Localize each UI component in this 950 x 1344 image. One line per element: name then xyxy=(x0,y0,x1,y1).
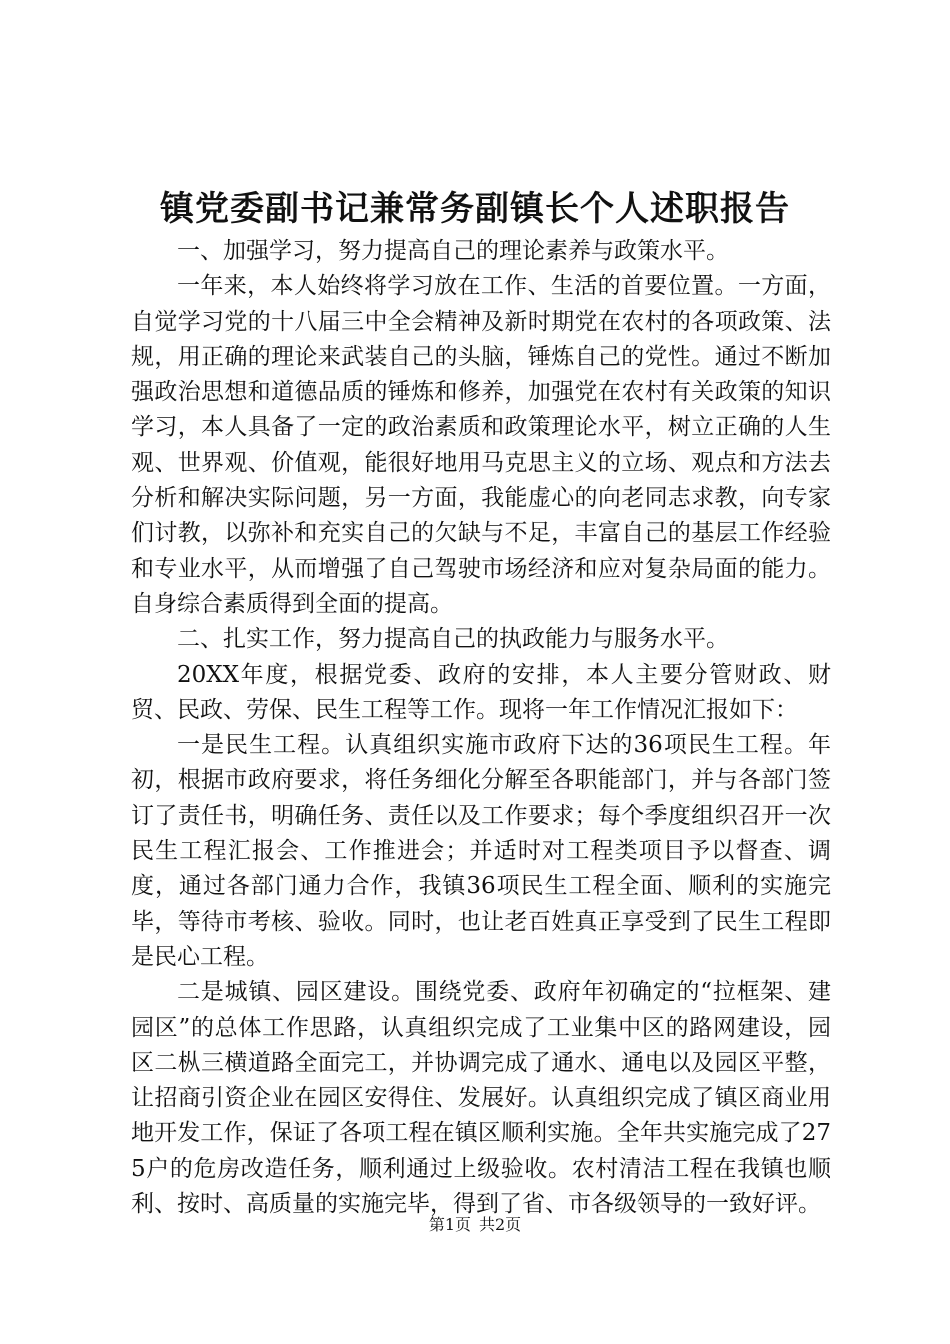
page-total: 共2页 xyxy=(479,1215,522,1234)
paragraph-work-overview: 20XX年度，根据党委、政府的安排，本人主要分管财政、财贸、民政、劳保、民生工程等工作。现将一年工作情况汇报如下： xyxy=(131,661,831,723)
document-body xyxy=(131,234,831,1222)
page-number: 第1页 xyxy=(428,1215,471,1234)
page-footer xyxy=(0,1214,950,1236)
document-title: 镇党委副书记兼常务副镇长个人述职报告 xyxy=(160,189,790,229)
section-heading-1: 一、加强学习，努力提高自己的理论素养与政策水平。 xyxy=(177,238,729,264)
paragraph-town-park-construction: 二是城镇、园区建设。围绕党委、政府年初确定的“拉框架、建园区”的总体工作思路，认真组织完成了工业集中区的路网建设，园区二枞三横道路全面完工，并协调完成了通水、通电以及园区平整，让招商引资企业在园区安得住、发展好。认真组织完成了镇区商业用地开发工作，保证了各项工程在镇区顺利实施。全年共实施完成了275户的危房改造任务，顺利通过上级验收。农村清洁工程在我镇也顺利、按时、高质量的实施完毕，得到了省、市各级领导的一致好评。 xyxy=(131,979,831,1218)
section-heading-2: 二、扎实工作，努力提高自己的执政能力与服务水平。 xyxy=(177,626,729,653)
paragraph-livelihood-projects: 一是民生工程。认真组织实施市政府下达的36项民生工程。年初，根据市政府要求，将任务细化分解至各职能部门，并与各部门签订了责任书，明确任务、责任以及工作要求；每个季度组织召开一次民生工程汇报会、工作推进会；并适时对工程类项目予以督查、调度，通过各部门通力合作，我镇36项民生工程全面、顺利的实施完毕，等待市考核、验收。同时，也让老百姓真正享受到了民生工程即是民心工程。 xyxy=(131,732,831,970)
paragraph-study: 一年来，本人始终将学习放在工作、生活的首要位置。一方面，自觉学习党的十八届三中全会精神及新时期党在农村的各项政策、法规，用正确的理论来武装自己的头脑，锤炼自己的党性。通过不断加强政治思想和道德品质的锤炼和修养，加强党在农村有关政策的知识学习，本人具备了一定的政治素质和政策理论水平，树立正确的人生观、世界观、价值观，能很好地用马克思主义的立场、观点和方法去分析和解决实际问题，另一方面，我能虚心的向老同志求教，向专家们讨教，以弥补和充实自己的欠缺与不足，丰富自己的基层工作经验和专业水平，从而增强了自己驾驶市场经济和应对复杂局面的能力。自身综合素质得到全面的提高。 xyxy=(131,273,831,617)
